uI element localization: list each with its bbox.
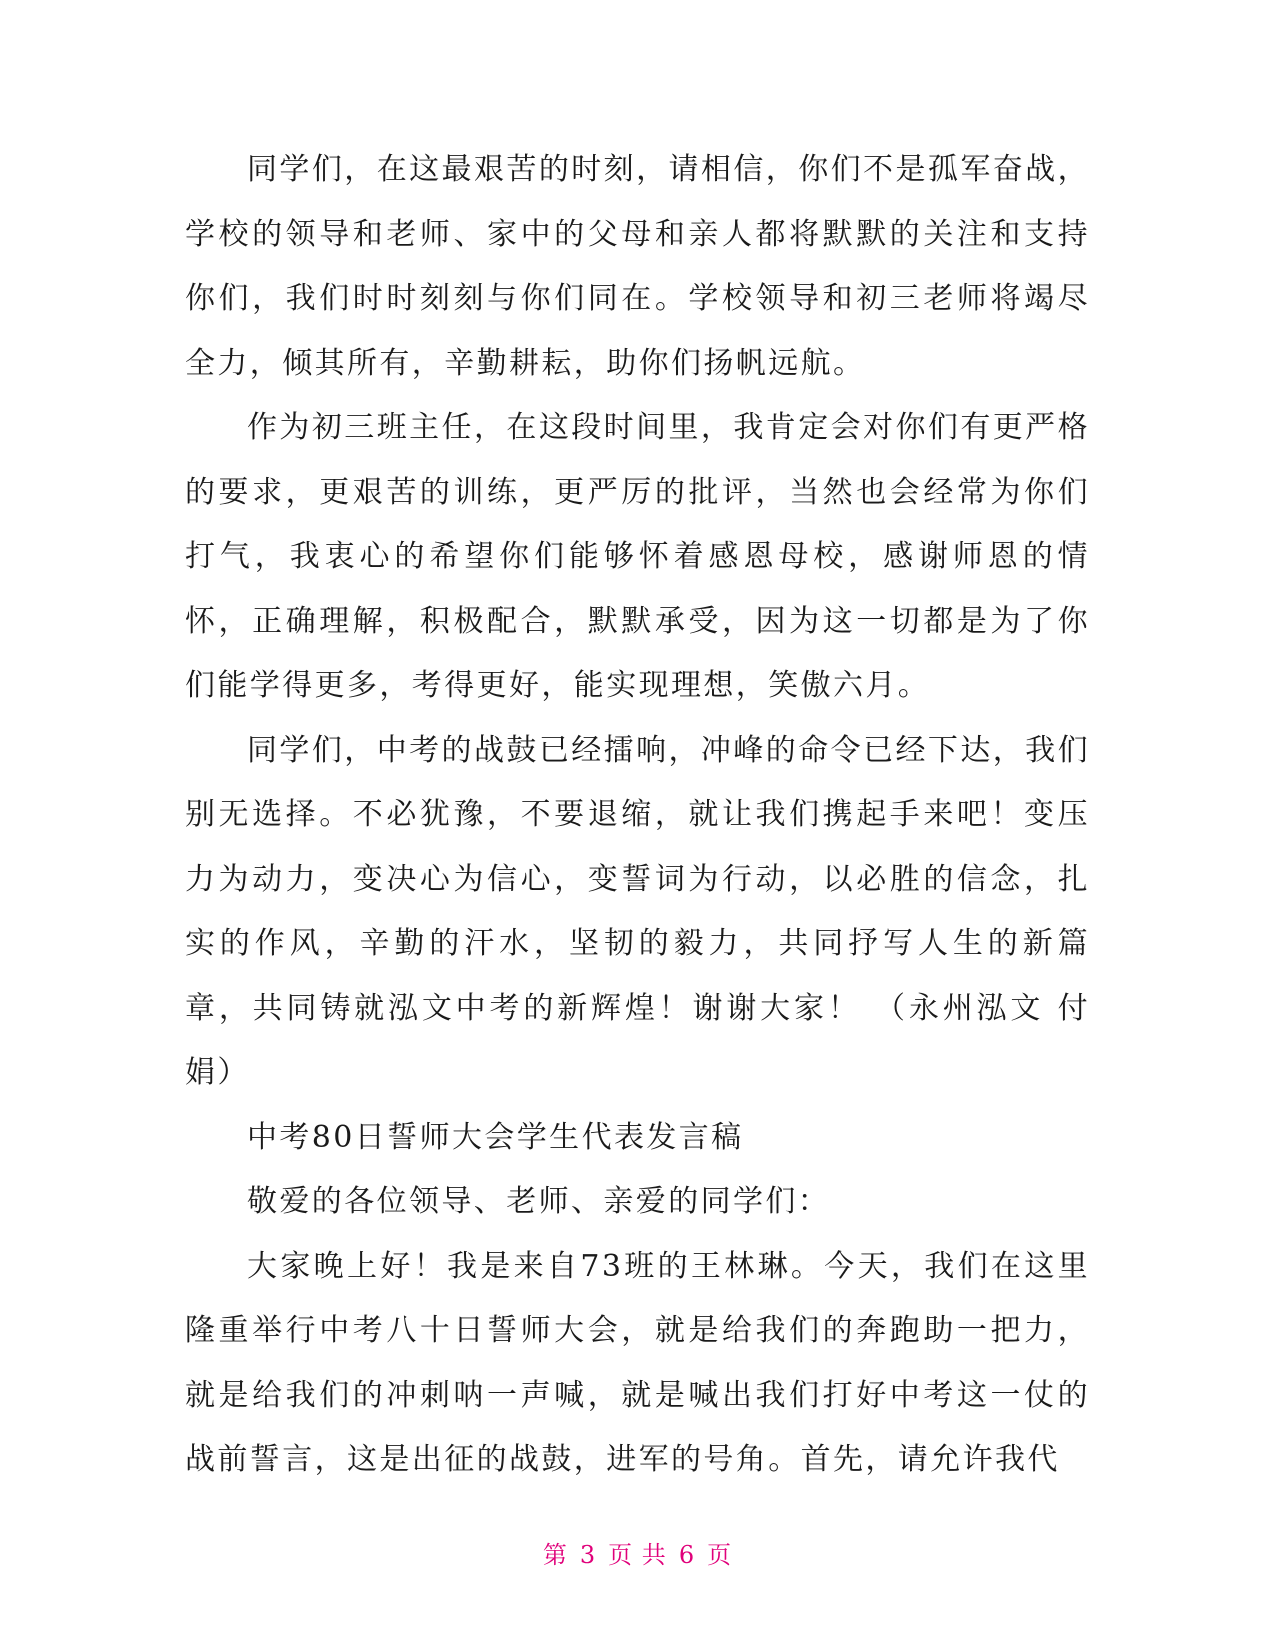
paragraph-3: 同学们，中考的战鼓已经擂响，冲峰的命令已经下达，我们别无选择。不必犹豫，不要退缩，就让我们携起手来吧！变压力为动力，变决心为信心，变誓词为行动，以必胜的信念，扎实的作风，辛勤的汗水，坚韧的毅力，共同抒写人生的新篇章，共同铸就泓文中考的新辉煌！谢谢大家！ （永州泓文 付娟） [185,732,1090,1090]
footer-prefix: 第 [542,1541,568,1569]
footer-suffix: 页 [707,1541,733,1569]
footer-middle: 页 共 [608,1541,667,1569]
paragraph-2: 作为初三班主任，在这段时间里，我肯定会对你们有更严格的要求，更艰苦的训练，更严厉的批评，当然也会经常为你们打气，我衷心的希望你们能够怀着感恩母校，感谢师恩的情怀，正确理解，积极配合，默默承受，因为这一切都是为了你们能学得更多，考得更好，能实现理想，笑傲六月。 [185,410,1090,703]
page-footer [0,1535,1275,1570]
footer-total-pages: 6 [678,1541,696,1569]
paragraph-1: 同学们，在这最艰苦的时刻，请相信，你们不是孤军奋战，学校的领导和老师、家中的父母和亲人都将默默的关注和支持你们，我们时时刻刻与你们同在。学校领导和初三老师将竭尽全力，倾其所有，辛勤耕耘，助你们扬帆远航。 [185,152,1090,381]
section-title: 中考80日誓师大会学生代表发言稿 [247,1119,744,1155]
footer-page-number: 3 [579,1541,597,1569]
salutation: 敬爱的各位领导、老师、亲爱的同学们： [247,1184,831,1219]
document-body [185,138,1090,1493]
paragraph-4: 大家晚上好！我是来自73班的王林琳。今天，我们在这里隆重举行中考八十日誓师大会，就是给我们的奔跑助一把力，就是给我们的冲刺呐一声喊，就是喊出我们打好中考这一仗的战前誓言，这是出征的战鼓，进军的号角。首先，请允许我代 [185,1248,1090,1477]
